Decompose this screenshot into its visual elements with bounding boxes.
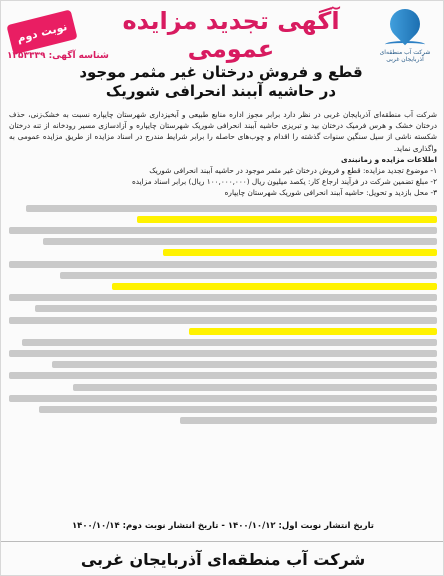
text-line [9,350,437,357]
publication-dates: تاریخ انتشار نوبت اول: ۱۴۰۰/۱۰/۱۲ - تاریخ انتشار نوبت دوم: ۱۴۰۰/۱۰/۱۴ [71,521,375,531]
text-line [26,205,437,212]
footer-company-name: شرکت آب منطقه‌ای آذربایجان غربی [1,541,444,576]
highlighted-line [137,216,437,223]
text-line [9,372,437,379]
highlighted-line [163,249,437,256]
text-line [43,238,437,245]
item-2: ۲- مبلغ تضمین شرکت در فرآیند ارجاع کار: یکصد میلیون ریال (۱۰۰,۰۰۰,۰۰۰ ریال) برابر اسناد مزایده [131,177,437,187]
text-line [9,261,437,268]
text-line [60,272,437,279]
text-line [73,384,437,391]
item-3: ۳- محل بازدید و تحویل: حاشیه آببند انحرافی شوریک شهرستان چایپاره [224,188,437,198]
item-1: ۱- موضوع تجدید مزایده: قطع و فروش درختان غیر مثمر موجود در حاشیه آببند انحرافی شوریک [149,166,437,176]
subtitle: قطع و فروش درختان غیر مثمر موجود در حاشیه آببند انحرافی شوریک [79,63,363,100]
main-title: آگهی تجدید مزایده عمومی [122,7,340,63]
remaining-text-lines [9,205,437,425]
highlighted-line [189,328,437,335]
text-line [9,317,437,324]
second-round-stamp: نوبت دوم [6,9,77,54]
text-line [9,294,437,301]
ad-body [9,109,437,541]
text-line [39,406,437,413]
highlighted-line [112,283,437,290]
text-line [180,417,437,424]
text-line [22,339,437,346]
water-drop-icon [384,3,426,45]
text-line [52,361,437,368]
text-line [9,395,437,402]
intro-paragraph: شرکت آب منطقه‌ای آذربایجان غربی در نظر دارد برابر مجوز اداره منابع طبیعی و آبخیزداری شهرستان چایپاره نسبت به خشک‌زنی، حذف درختان خشک و هرس فرمیک درختان بید و تبریزی حاشیه آببند انحرافی شوریک شهرستان چایپاره و آزادسازی مسیر رودخانه از تنه درختان شکسته ناشی از سیل سنگین سنوات گذشته را اقدام و چوب‌های حاصله را برابر شرایط مندرج در اسناد مزایده از طریق مزایده عمومی به واگذاری نماید. [9,110,437,153]
text-line [9,227,437,234]
section-heading: اطلاعات مزایده و زمانبندی [340,154,437,164]
company-logo [373,9,437,63]
notice-id: شناسه آگهی: ۱۲۵۳۳۳۹ [7,51,109,61]
logo-caption: شرکت آب منطقه‌ای آذربایجان غربی [379,49,431,63]
text-line [35,305,437,312]
